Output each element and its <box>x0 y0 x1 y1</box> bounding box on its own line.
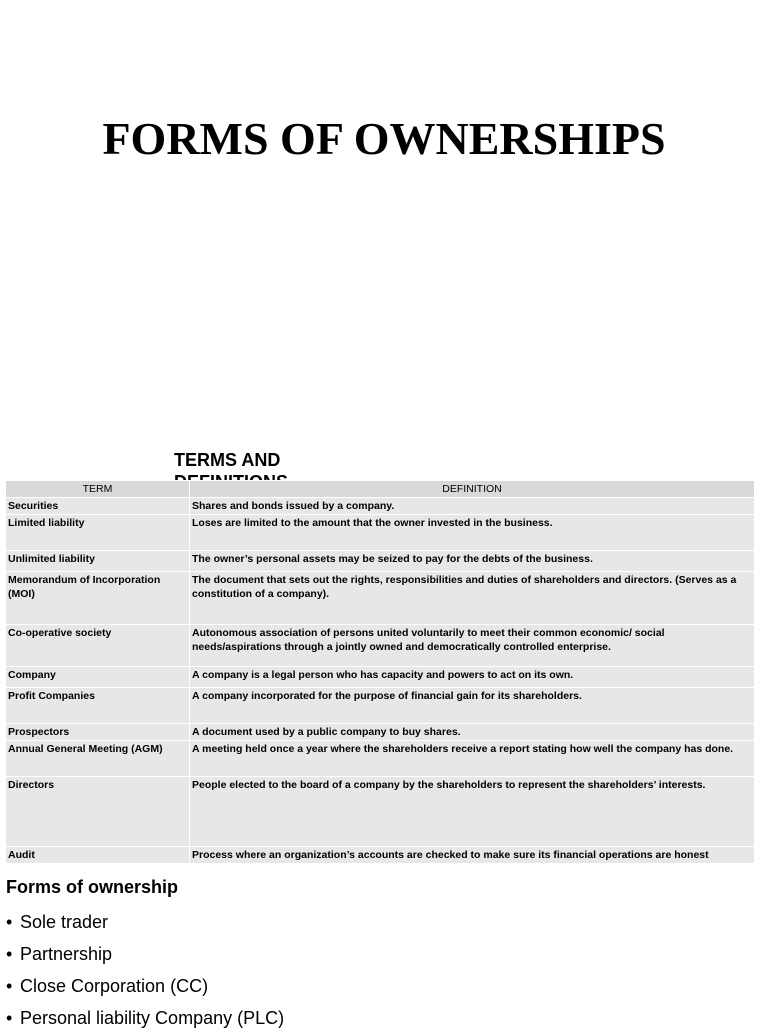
definition-cell: A company is a legal person who has capacity and powers to act on its own. <box>190 667 755 688</box>
term-cell: Memorandum of Incorporation (MOI) <box>6 572 190 625</box>
term-cell: Audit <box>6 847 190 864</box>
term-cell: Limited liability <box>6 515 190 551</box>
list-item-label: Personal liability Company (PLC) <box>20 1008 285 1028</box>
term-cell: Profit Companies <box>6 688 190 724</box>
table-header-row <box>6 481 755 498</box>
title-slide <box>0 0 768 440</box>
section-heading: TERMS AND <box>174 450 281 470</box>
column-header-term: TERM <box>6 481 190 498</box>
definition-cell: The owner’s personal assets may be seized to pay for the debts of the business. <box>190 551 755 572</box>
table-row <box>6 688 755 724</box>
list-item <box>6 906 284 938</box>
term-cell: Annual General Meeting (AGM) <box>6 741 190 777</box>
page-title: FORMS OF OWNERSHIPS <box>102 113 666 164</box>
definition-cell: A meeting held once a year where the shareholders receive a report stating how well the company has done. <box>190 741 755 777</box>
definition-cell: Process where an organization’s accounts are checked to make sure its financial operations are honest <box>190 847 755 864</box>
column-header-definition: DEFINITION <box>190 481 755 498</box>
list-item <box>6 970 284 1002</box>
table-row <box>6 572 755 625</box>
list-item <box>6 1002 284 1034</box>
table-row <box>6 625 755 667</box>
table-row <box>6 515 755 551</box>
definition-cell: Shares and bonds issued by a company. <box>190 498 755 515</box>
table-row <box>6 724 755 741</box>
term-cell: Prospectors <box>6 724 190 741</box>
definition-cell: The document that sets out the rights, responsibilities and duties of shareholders and directors. (Serves as a constitution of a company). <box>190 572 755 625</box>
bullet-icon: • <box>6 912 13 932</box>
term-cell: Securities <box>6 498 190 515</box>
term-cell: Directors <box>6 777 190 847</box>
definition-cell: Autonomous association of persons united voluntarily to meet their common economic/ social needs/aspirations through a jointly owned and democratically controlled enterprise. <box>190 625 755 667</box>
terms-table <box>5 480 755 864</box>
bullet-icon: • <box>6 976 13 996</box>
bullet-icon: • <box>6 944 13 964</box>
bullet-icon: • <box>6 1008 13 1028</box>
definition-cell: People elected to the board of a company by the shareholders to represent the shareholders’ interests. <box>190 777 755 847</box>
definition-cell: Loses are limited to the amount that the owner invested in the business. <box>190 515 755 551</box>
ownership-list <box>6 906 284 1034</box>
table-row <box>6 667 755 688</box>
table-row <box>6 741 755 777</box>
table-row <box>6 498 755 515</box>
term-cell: Co-operative society <box>6 625 190 667</box>
forms-of-ownership-title: Forms of ownership <box>6 877 179 897</box>
list-item-label: Partnership <box>20 944 113 964</box>
list-item <box>6 938 284 970</box>
table-row <box>6 551 755 572</box>
definition-cell: A document used by a public company to buy shares. <box>190 724 755 741</box>
terms-slide <box>0 440 768 1028</box>
term-cell: Unlimited liability <box>6 551 190 572</box>
term-cell: Company <box>6 667 190 688</box>
list-item-label: Close Corporation (CC) <box>20 976 209 996</box>
table-row <box>6 847 755 864</box>
list-item-label: Sole trader <box>20 912 109 932</box>
definition-cell: A company incorporated for the purpose of financial gain for its shareholders. <box>190 688 755 724</box>
table-row <box>6 777 755 847</box>
